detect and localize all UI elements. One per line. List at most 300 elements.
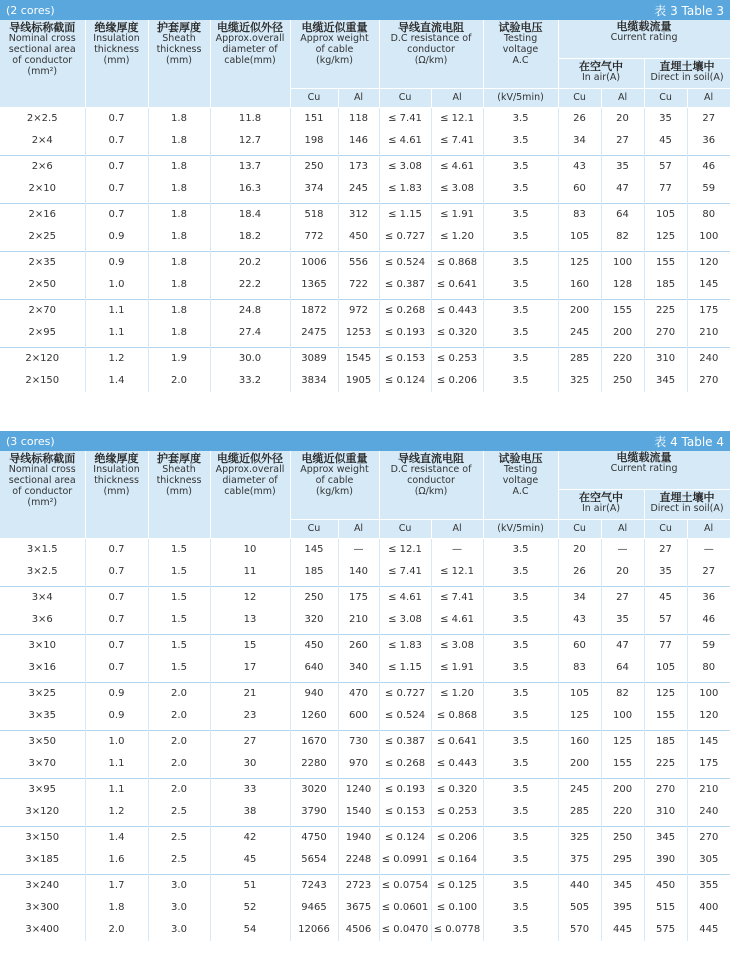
cell-voltage: 3.5 [483, 897, 558, 919]
cell-resistance-cu: ≤ 1.15 [379, 657, 431, 679]
cell-insulation: 0.7 [85, 561, 148, 583]
table-row [0, 130, 730, 152]
table-row [0, 753, 730, 775]
cell-sheath: 3.0 [148, 919, 210, 941]
header-voltage-unit: (kV/5min) [483, 88, 558, 107]
cell-resistance-al: ≤ 0.100 [431, 897, 483, 919]
cell-air-cu: 325 [558, 826, 601, 849]
table-4-grid [0, 451, 730, 941]
table-3-cores-label: (2 cores) [6, 3, 55, 17]
cell-resistance-cu: ≤ 0.387 [379, 274, 431, 296]
cell-resistance-cu: ≤ 7.41 [379, 107, 431, 130]
cell-air-al: 345 [601, 874, 644, 897]
cell-diameter: 12.7 [210, 130, 290, 152]
cell-soil-cu: 155 [644, 705, 687, 727]
cell-weight-cu: 1260 [290, 705, 338, 727]
cell-air-cu: 325 [558, 370, 601, 392]
cell-conductor: 2×6 [0, 155, 85, 178]
cell-air-cu: 60 [558, 634, 601, 657]
cell-sheath: 1.5 [148, 634, 210, 657]
cell-sheath: 1.9 [148, 347, 210, 370]
cell-soil-al: 175 [699, 758, 719, 769]
header-voltage: 试验电压 Testing voltage A.C [483, 451, 558, 519]
cell-air-al: 155 [601, 299, 644, 322]
cell-voltage: 3.5 [483, 226, 558, 248]
cell-soil-al: 145 [699, 279, 719, 290]
cell-insulation: 1.0 [85, 730, 148, 753]
cell-sheath: 1.8 [148, 251, 210, 274]
header-current-rating: 电缆载流量 Current rating [558, 451, 730, 489]
cell-air-al: 64 [601, 203, 644, 226]
cell-air-al: 155 [601, 753, 644, 775]
cell-resistance-cu: ≤ 0.268 [379, 753, 431, 775]
cell-voltage: 3.5 [483, 586, 558, 609]
cell-sheath: 2.0 [148, 705, 210, 727]
cell-air-al: 27 [601, 130, 644, 152]
cell-resistance-cu: ≤ 1.83 [379, 634, 431, 657]
header-weight-al: Al [338, 519, 379, 538]
table-row [0, 730, 730, 753]
header-weight-al: Al [338, 88, 379, 107]
cell-sheath: 1.5 [148, 586, 210, 609]
table-row [0, 609, 730, 631]
cell-resistance-cu: ≤ 0.153 [379, 347, 431, 370]
cell-conductor: 3×35 [0, 705, 85, 727]
cell-soil-cu: 125 [644, 682, 687, 705]
cell-weight-cu: 7243 [290, 874, 338, 897]
header-diameter: 电缆近似外径 Approx.overall diameter of cable(mm) [210, 20, 290, 107]
cell-sheath: 1.8 [148, 203, 210, 226]
cell-weight-al: 970 [338, 753, 379, 775]
cell-insulation: 1.2 [85, 347, 148, 370]
cell-resistance-cu: ≤ 0.0470 [379, 919, 431, 941]
cell-weight-cu: 2280 [290, 753, 338, 775]
cell-soil-al: 270 [687, 826, 730, 849]
header-sheath: 护套厚度 Sheath thickness (mm) [148, 20, 210, 107]
cell-air-cu: 200 [558, 753, 601, 775]
header-soil-al: Al [687, 519, 730, 538]
cell-resistance-al: ≤ 0.641 [431, 730, 483, 753]
table-3 [0, 0, 730, 392]
cell-air-al: 250 [601, 826, 644, 849]
cell-sheath: 1.5 [148, 538, 210, 561]
cell-air-al: 35 [601, 155, 644, 178]
cell-air-al: — [601, 538, 644, 561]
cell-weight-cu: 151 [290, 107, 338, 130]
table-row [0, 347, 730, 370]
cell-resistance-al: ≤ 0.868 [431, 251, 483, 274]
header-resistance-al: Al [431, 519, 483, 538]
header-weight: 电缆近似重量 Approx weight of cable (kg/km) [290, 451, 379, 519]
cell-conductor: 2×120 [0, 347, 85, 370]
cell-sheath: 1.8 [148, 130, 210, 152]
cell-air-cu: 60 [558, 178, 601, 200]
table-4 [0, 431, 730, 941]
cell-resistance-al: ≤ 1.20 [431, 226, 483, 248]
cell-air-al: 200 [601, 322, 644, 344]
cell-sheath: 2.5 [148, 826, 210, 849]
header-air-cu: Cu [558, 519, 601, 538]
cell-soil-cu: 57 [644, 155, 687, 178]
cell-soil-cu: 155 [644, 251, 687, 274]
cell-conductor: 2×10 [0, 178, 85, 200]
cell-weight-cu: 185 [290, 561, 338, 583]
cell-weight-al: 972 [338, 299, 379, 322]
cell-air-cu: 245 [558, 778, 601, 801]
cell-soil-al: 100 [687, 682, 730, 705]
cell-sheath: 1.5 [148, 561, 210, 583]
cell-air-al: 35 [601, 609, 644, 631]
cell-insulation: 0.9 [85, 251, 148, 274]
cell-insulation: 1.2 [85, 801, 148, 823]
cell-soil-cu: 77 [644, 178, 687, 200]
cell-weight-al: 2248 [338, 849, 379, 871]
cell-weight-cu: 1670 [290, 730, 338, 753]
cell-weight-al: 210 [338, 609, 379, 631]
cell-conductor: 2×150 [0, 370, 85, 392]
cell-sheath: 3.0 [148, 874, 210, 897]
cell-soil-al: 36 [702, 135, 716, 146]
cell-voltage: 3.5 [483, 705, 558, 727]
cell-conductor: 3×25 [0, 682, 85, 705]
header-in-soil: 直埋土壤中 Direct in soil(A) [644, 58, 730, 88]
cell-soil-al: 46 [702, 614, 716, 625]
cell-diameter: 52 [210, 897, 290, 919]
cell-weight-cu: 940 [290, 682, 338, 705]
cell-sheath: 2.0 [148, 730, 210, 753]
cell-voltage: 3.5 [483, 801, 558, 823]
cell-conductor: 3×1.5 [0, 538, 85, 561]
cell-voltage: 3.5 [483, 107, 558, 130]
cell-insulation: 1.6 [85, 849, 148, 871]
cell-soil-al: 100 [699, 231, 719, 242]
cell-resistance-al: ≤ 1.20 [431, 682, 483, 705]
cell-sheath: 1.8 [148, 226, 210, 248]
cell-air-cu: 26 [558, 561, 601, 583]
cell-weight-cu: 12066 [290, 919, 338, 941]
cell-conductor: 2×25 [0, 226, 85, 248]
cell-weight-al: 1940 [338, 826, 379, 849]
header-weight-cu: Cu [290, 519, 338, 538]
header-resistance: 导线直流电阻 D.C resistance of conductor (Ω/km) [379, 451, 483, 519]
cell-diameter: 15 [210, 634, 290, 657]
cell-conductor: 3×95 [0, 778, 85, 801]
header-resistance-al: Al [431, 88, 483, 107]
cell-insulation: 0.7 [85, 155, 148, 178]
header-resistance-cu: Cu [379, 88, 431, 107]
cell-soil-cu: 225 [644, 299, 687, 322]
cell-soil-al: 27 [687, 107, 730, 130]
cell-diameter: 17 [210, 657, 290, 679]
cell-sheath: 1.8 [148, 322, 210, 344]
header-in-soil: 直埋土壤中 Direct in soil(A) [644, 489, 730, 519]
cell-soil-cu: 35 [644, 107, 687, 130]
cell-soil-cu: 310 [644, 347, 687, 370]
cell-insulation: 0.7 [85, 107, 148, 130]
cell-weight-al: 1240 [338, 778, 379, 801]
cell-insulation: 0.7 [85, 178, 148, 200]
table-row [0, 538, 730, 561]
cell-resistance-al: ≤ 0.206 [431, 826, 483, 849]
header-resistance-cu: Cu [379, 519, 431, 538]
cell-air-al: 125 [601, 730, 644, 753]
cell-soil-cu: 575 [644, 919, 687, 941]
cell-diameter: 38 [210, 801, 290, 823]
cell-soil-cu: 390 [644, 849, 687, 871]
cell-soil-al: 120 [687, 251, 730, 274]
cell-air-al: 100 [601, 251, 644, 274]
cell-diameter: 12 [210, 586, 290, 609]
cell-sheath: 2.0 [148, 753, 210, 775]
cell-diameter: 11.8 [210, 107, 290, 130]
cell-insulation: 0.7 [85, 203, 148, 226]
cell-resistance-al: ≤ 0.253 [431, 347, 483, 370]
cell-conductor: 3×400 [0, 919, 85, 941]
cell-weight-al: 245 [338, 178, 379, 200]
cell-resistance-cu: ≤ 0.193 [379, 778, 431, 801]
table-row [0, 299, 730, 322]
table-row [0, 657, 730, 679]
cell-weight-cu: 250 [290, 155, 338, 178]
cell-diameter: 22.2 [210, 274, 290, 296]
table-row [0, 178, 730, 200]
table-row [0, 322, 730, 344]
table-row [0, 826, 730, 849]
cell-soil-al: 120 [699, 710, 719, 721]
cell-conductor: 3×6 [0, 609, 85, 631]
table-4-title: 表 4 Table 4 [654, 434, 724, 449]
cell-conductor: 3×2.5 [0, 561, 85, 583]
cell-resistance-al: ≤ 0.641 [431, 274, 483, 296]
table-row [0, 370, 730, 392]
table-row [0, 107, 730, 130]
cell-air-al: 200 [601, 778, 644, 801]
cell-weight-cu: 1872 [290, 299, 338, 322]
cell-voltage: 3.5 [483, 778, 558, 801]
cell-insulation: 0.7 [85, 130, 148, 152]
cell-weight-cu: 3089 [290, 347, 338, 370]
cell-voltage: 3.5 [483, 155, 558, 178]
header-diameter: 电缆近似外径 Approx.overall diameter of cable(mm) [210, 451, 290, 538]
cell-resistance-al: ≤ 12.1 [431, 107, 483, 130]
cell-sheath: 2.0 [148, 682, 210, 705]
header-soil-al: Al [687, 88, 730, 107]
cell-weight-cu: 3834 [290, 370, 338, 392]
cell-insulation: 0.7 [85, 657, 148, 679]
cell-soil-cu: 57 [644, 609, 687, 631]
cell-resistance-al: ≤ 1.91 [431, 203, 483, 226]
cell-resistance-al: ≤ 0.320 [431, 778, 483, 801]
cell-insulation: 1.4 [85, 826, 148, 849]
cell-air-al: 82 [601, 226, 644, 248]
table-4-cores-label: (3 cores) [6, 434, 55, 448]
table-4-header [0, 451, 730, 538]
table-row [0, 705, 730, 727]
cell-voltage: 3.5 [483, 370, 558, 392]
cell-resistance-al: ≤ 0.125 [431, 874, 483, 897]
cell-resistance-al: — [431, 538, 483, 561]
table-row [0, 682, 730, 705]
header-sheath: 护套厚度 Sheath thickness (mm) [148, 451, 210, 538]
cell-insulation: 1.1 [85, 299, 148, 322]
cell-resistance-cu: ≤ 7.41 [379, 561, 431, 583]
cell-diameter: 11 [210, 561, 290, 583]
cell-conductor: 2×4 [0, 130, 85, 152]
cell-voltage: 3.5 [483, 682, 558, 705]
cell-sheath: 2.0 [148, 778, 210, 801]
cell-resistance-al: ≤ 0.868 [431, 705, 483, 727]
cell-weight-cu: 320 [290, 609, 338, 631]
cell-weight-al: 340 [338, 657, 379, 679]
cell-resistance-cu: ≤ 0.727 [379, 226, 431, 248]
header-voltage: 试验电压 Testing voltage A.C [483, 20, 558, 88]
cell-voltage: 3.5 [483, 251, 558, 274]
cell-diameter: 45 [210, 849, 290, 871]
cell-sheath: 1.8 [148, 178, 210, 200]
cell-resistance-cu: ≤ 3.08 [379, 609, 431, 631]
cell-air-cu: 245 [558, 322, 601, 344]
cell-weight-cu: 3790 [290, 801, 338, 823]
cell-diameter: 20.2 [210, 251, 290, 274]
cell-air-cu: 26 [558, 107, 601, 130]
cell-resistance-cu: ≤ 0.0601 [379, 897, 431, 919]
cell-resistance-al: ≤ 12.1 [431, 561, 483, 583]
cell-voltage: 3.5 [483, 130, 558, 152]
cell-weight-al: 173 [338, 155, 379, 178]
table-3-title: 表 3 Table 3 [654, 3, 724, 18]
cell-resistance-al: ≤ 0.443 [431, 753, 483, 775]
cell-weight-cu: 3020 [290, 778, 338, 801]
table-row [0, 849, 730, 871]
cell-insulation: 0.9 [85, 705, 148, 727]
cell-conductor: 3×50 [0, 730, 85, 753]
cell-resistance-cu: ≤ 0.0754 [379, 874, 431, 897]
cell-resistance-cu: ≤ 0.193 [379, 322, 431, 344]
cell-diameter: 13 [210, 609, 290, 631]
cell-resistance-cu: ≤ 0.268 [379, 299, 431, 322]
cell-resistance-al: ≤ 0.253 [431, 801, 483, 823]
cell-weight-cu: 4750 [290, 826, 338, 849]
cell-resistance-al: ≤ 0.164 [431, 849, 483, 871]
cell-soil-cu: 515 [644, 897, 687, 919]
cell-air-al: 20 [601, 561, 644, 583]
cell-resistance-cu: ≤ 0.124 [379, 826, 431, 849]
cell-sheath: 2.5 [148, 849, 210, 871]
cell-air-cu: 160 [558, 730, 601, 753]
cell-air-al: 220 [601, 801, 644, 823]
header-air-al: Al [601, 519, 644, 538]
cell-insulation: 0.7 [85, 586, 148, 609]
cell-insulation: 0.7 [85, 634, 148, 657]
cell-soil-cu: 45 [644, 586, 687, 609]
cell-soil-al: 80 [702, 662, 716, 673]
cell-voltage: 3.5 [483, 178, 558, 200]
cell-voltage: 3.5 [483, 826, 558, 849]
cell-diameter: 51 [210, 874, 290, 897]
cell-soil-al: 46 [687, 155, 730, 178]
cell-insulation: 1.1 [85, 322, 148, 344]
cell-resistance-cu: ≤ 1.83 [379, 178, 431, 200]
cell-sheath: 1.8 [148, 155, 210, 178]
cell-soil-al: 270 [699, 375, 719, 386]
cell-voltage: 3.5 [483, 919, 558, 941]
cell-voltage: 3.5 [483, 874, 558, 897]
cell-diameter: 30.0 [210, 347, 290, 370]
cell-air-cu: 43 [558, 609, 601, 631]
cell-voltage: 3.5 [483, 753, 558, 775]
table-4-title-bar [0, 431, 730, 451]
cell-air-al: 128 [601, 274, 644, 296]
cell-air-cu: 285 [558, 801, 601, 823]
cell-soil-cu: 45 [644, 130, 687, 152]
cell-soil-cu: 310 [644, 801, 687, 823]
header-air-cu: Cu [558, 88, 601, 107]
cell-air-cu: 34 [558, 130, 601, 152]
cell-conductor: 2×95 [0, 322, 85, 344]
cell-conductor: 3×185 [0, 849, 85, 871]
cell-conductor: 3×150 [0, 826, 85, 849]
cell-soil-al: 59 [687, 634, 730, 657]
cell-weight-cu: 450 [290, 634, 338, 657]
header-in-air: 在空气中 In air(A) [558, 58, 644, 88]
cell-insulation: 2.0 [85, 919, 148, 941]
cell-soil-cu: 270 [644, 322, 687, 344]
cell-soil-cu: 105 [644, 203, 687, 226]
cell-weight-cu: 198 [290, 130, 338, 152]
table-row [0, 226, 730, 248]
header-soil-cu: Cu [644, 88, 687, 107]
header-in-air: 在空气中 In air(A) [558, 489, 644, 519]
cell-weight-al: 175 [338, 586, 379, 609]
cell-air-cu: 285 [558, 347, 601, 370]
cell-weight-cu: 374 [290, 178, 338, 200]
cell-air-cu: 105 [558, 226, 601, 248]
cell-air-al: 445 [601, 919, 644, 941]
cell-insulation: 1.0 [85, 274, 148, 296]
cell-air-al: 47 [601, 178, 644, 200]
cell-soil-cu: 27 [644, 538, 687, 561]
table-3-title-bar [0, 0, 730, 20]
cell-air-al: 220 [601, 347, 644, 370]
cell-soil-al: 175 [687, 299, 730, 322]
cell-weight-al: 140 [338, 561, 379, 583]
cell-sheath: 1.5 [148, 657, 210, 679]
cell-resistance-cu: ≤ 4.61 [379, 586, 431, 609]
cell-soil-al: — [687, 538, 730, 561]
cell-weight-al: 556 [338, 251, 379, 274]
cell-air-cu: 200 [558, 299, 601, 322]
cell-diameter: 23 [210, 705, 290, 727]
cell-insulation: 0.7 [85, 609, 148, 631]
cell-sheath: 2.0 [148, 370, 210, 392]
header-conductor: 导线标称截面 Nominal cross sectional area of conductor (mm²) [0, 20, 85, 107]
cell-soil-cu: 35 [644, 561, 687, 583]
cell-insulation: 0.9 [85, 226, 148, 248]
cell-diameter: 18.4 [210, 203, 290, 226]
table-row [0, 155, 730, 178]
header-current-rating: 电缆载流量 Current rating [558, 20, 730, 58]
cell-voltage: 3.5 [483, 730, 558, 753]
cell-resistance-al: ≤ 4.61 [431, 609, 483, 631]
cell-soil-al: 36 [687, 586, 730, 609]
cell-weight-al: 1253 [338, 322, 379, 344]
cell-weight-al: 1545 [338, 347, 379, 370]
cell-soil-al: 305 [699, 854, 719, 865]
cell-diameter: 27.4 [210, 322, 290, 344]
cell-soil-al: 210 [699, 327, 719, 338]
cell-weight-al: 1905 [338, 370, 379, 392]
cell-voltage: 3.5 [483, 347, 558, 370]
